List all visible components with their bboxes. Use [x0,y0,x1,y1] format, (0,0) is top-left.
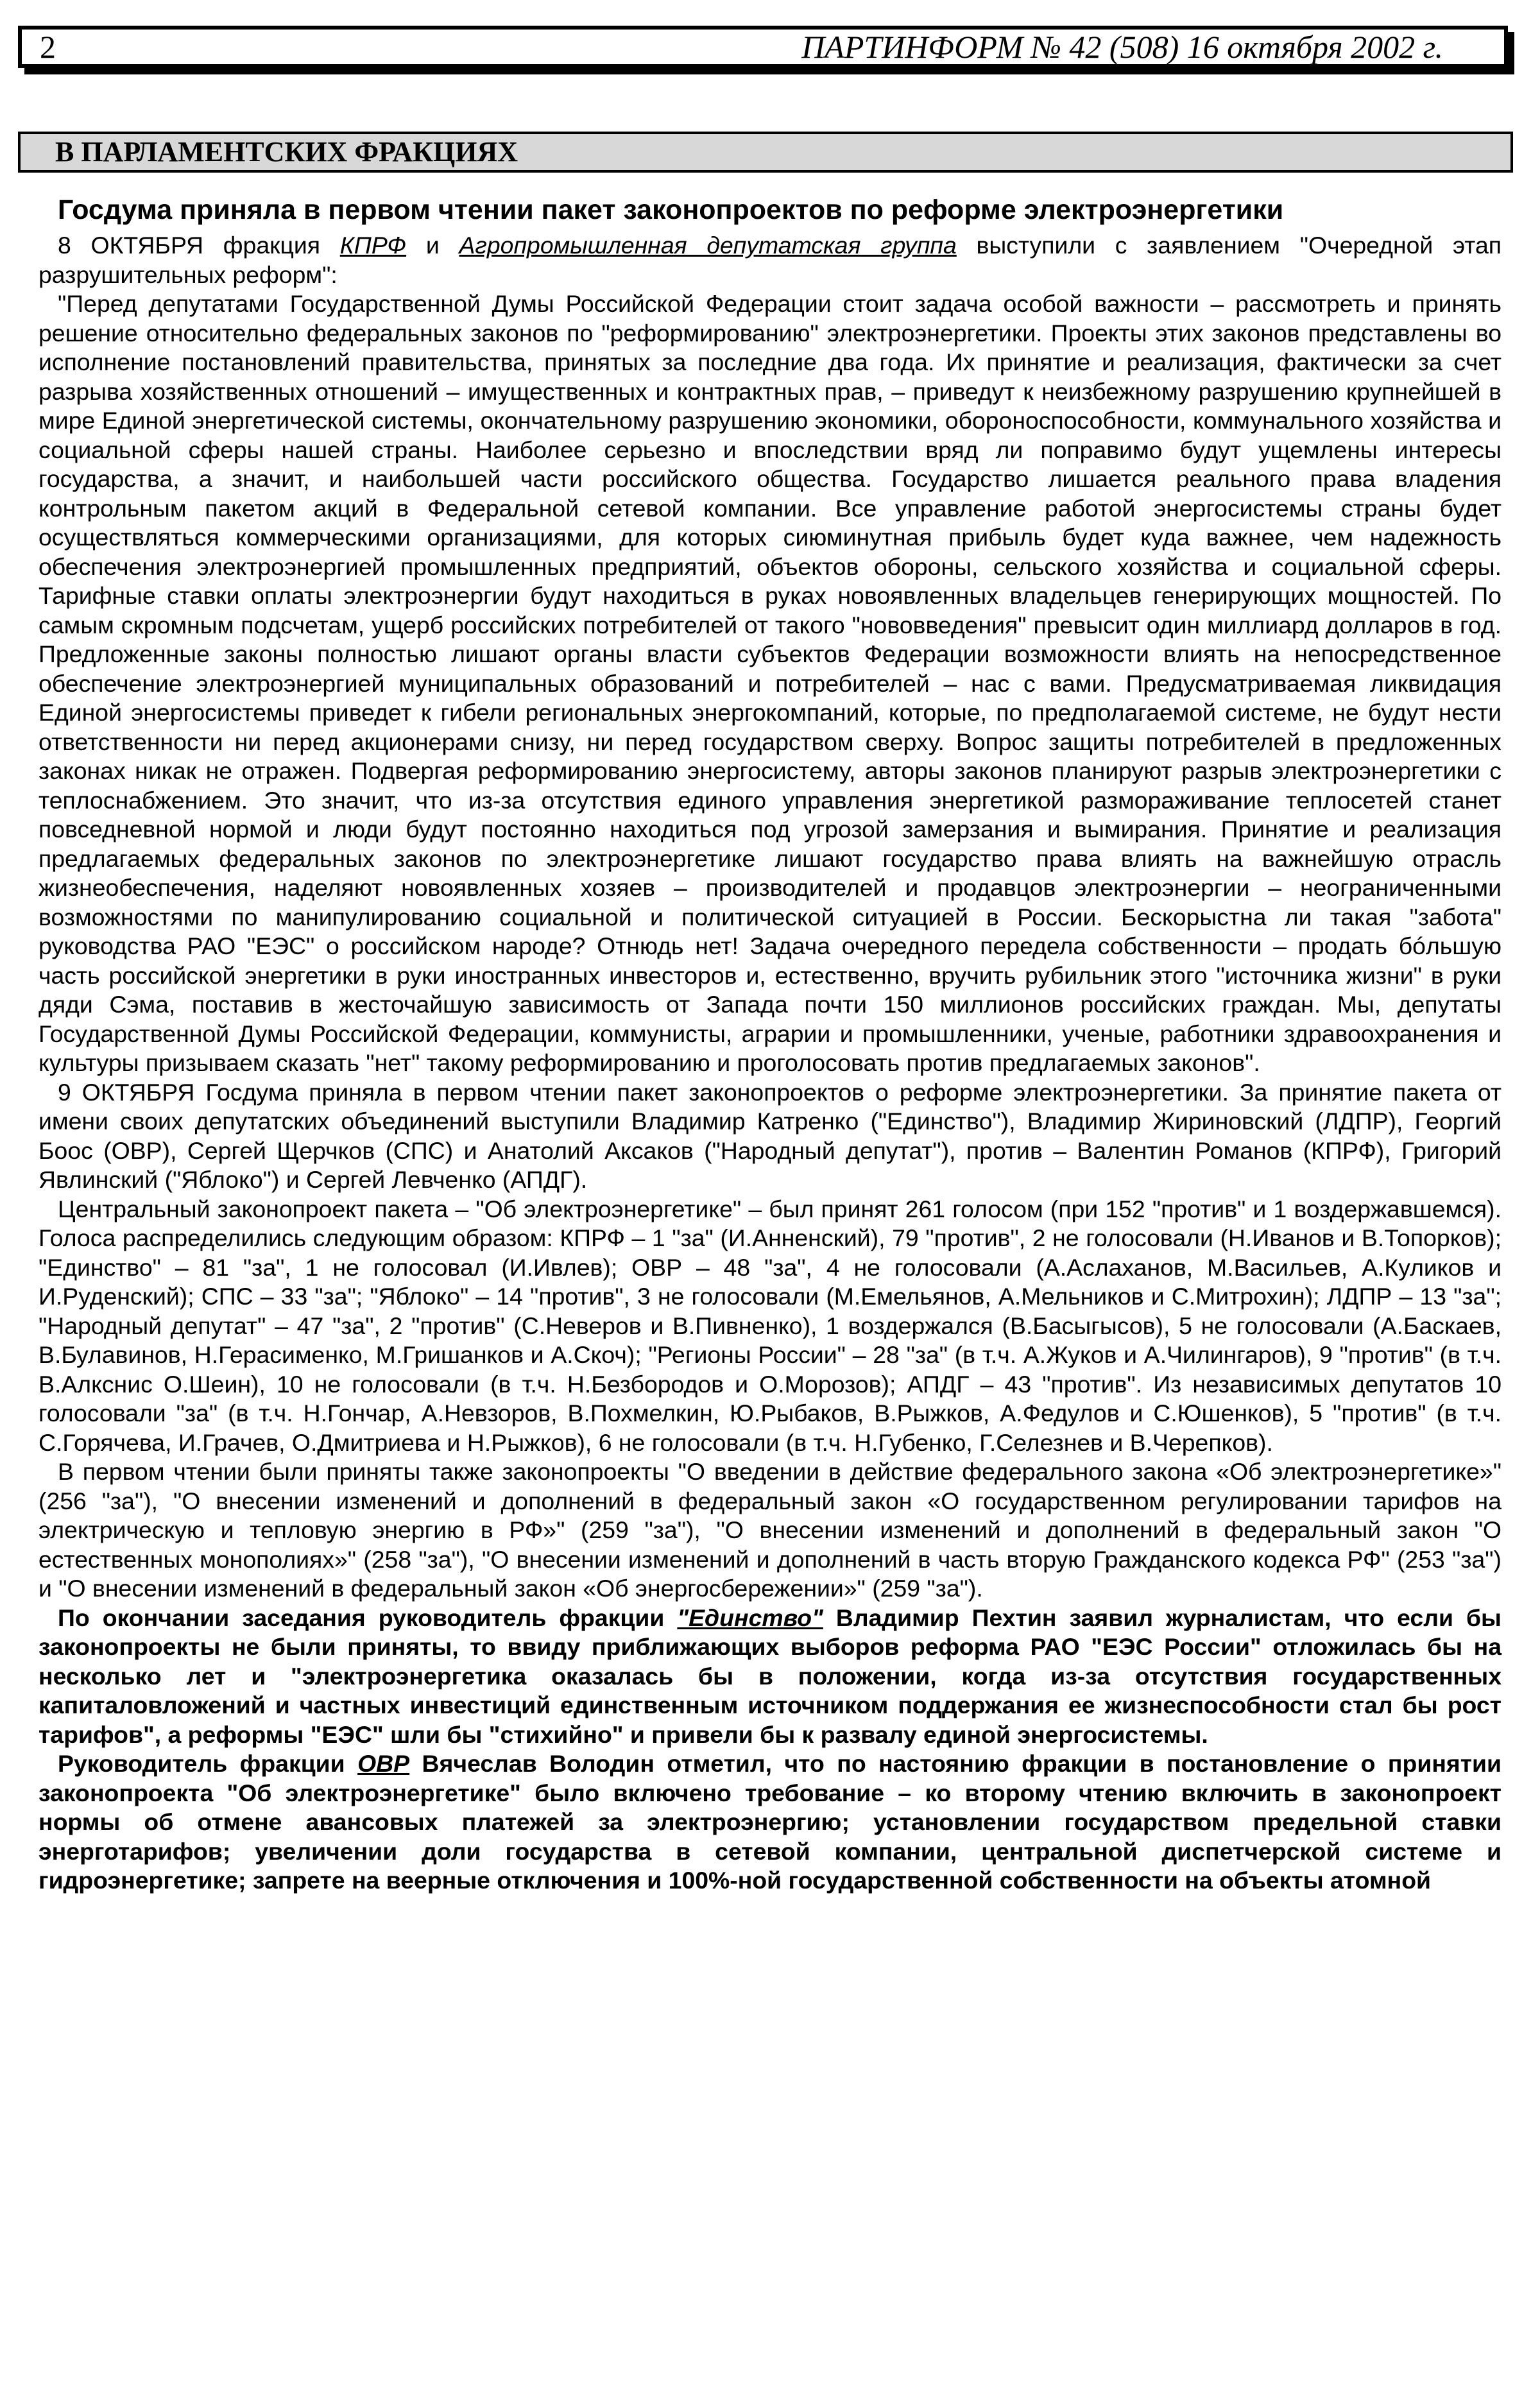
text: Вячеслав Володин отметил, что по настоянию фракции в постановление о принятии законопроекта "Об электроэнергетике" было включено требование – ко второму чтению включить в законопроект нормы об отмене авансовых платежей за электроэнергию; установлении государством предельной ставки энерготарифов; увеличении доли государства в сетевой компании, центральной диспетчерской системе и гидроэнергетике; запрете на веерные отключения и 100%-ной государственной собственности на объекты атомной [38,1750,1502,1894]
paragraph-vote-breakdown: Центральный законопроект пакета – "Об электроэнергетике" – был принят 261 голосом (при 152 "против" и 1 воздержавшемся). Голоса распределились следующим образом: КПРФ – 1 "за" (И.Анненский), 79 "против", 2 не голосовали (Н.Иванов и В.Топорков); "Единство" – 81 "за", 1 не голосовал (И.Ивлев); ОВР – 48 "за", 4 не голосовали (А.Аслаханов, М.Васильев, А.Куликов и И.Руденский); СПС – 33 "за"; "Яблоко" – 14 "против", 3 не голосовали (М.Емельянов, А.Мельников и С.Митрохин); ЛДПР – 13 "за"; "Народный депутат" – 47 "за", 2 "против" (С.Неверов и В.Пивненко), 1 воздержался (В.Басыгысов), 5 не голосовали (А.Баскаев, В.Булавинов, Н.Герасименко, М.Гришанков и А.Скоч); "Регионы России" – 28 "за" (в т.ч. А.Жуков и А.Чилингаров), 9 "против" (в т.ч. В.Алкснис О.Шеин), 10 не голосовали (в т.ч. Н.Безбородов и О.Морозов); АПДГ – 43 "против". Из независимых депутатов 10 голосовали "за" (в т.ч. Н.Гончар, А.Невзоров, В.Похмелкин, Ю.Рыбаков, В.Рыжков, А.Федулов и С.Юшенков), 5 "против" (в т.ч. С.Горячева, И.Грачев, О.Дмитриева и Н.Рыжков), 6 не голосовали (в т.ч. Н.Губенко, Г.Селезнев и В.Черепков). [38,1195,1502,1456]
text: По окончании заседания руководитель фракции [58,1604,678,1631]
text: и [406,232,459,259]
paragraph-volodin [38,1749,1502,1896]
paragraph-statement-intro [38,231,1502,289]
faction-link-agro-group[interactable]: Агропромышленная депутатская группа [459,232,957,259]
article-headline: Госдума приняла в первом чтении пакет законопроектов по реформе электроэнергетики [58,194,1284,225]
paragraph-first-reading: 9 ОКТЯБРЯ Госдума приняла в первом чтении пакет законопроектов о реформе электроэнергетики. За принятие пакета от имени своих депутатских объединений выступили Владимир Катренко ("Единство"), Владимир Жириновский (ЛДПР), Георгий Боос (ОВР), Сергей Щерчков (СПС) и Анатолий Аксаков ("Народный депутат"), против – Валентин Романов (КПРФ), Григорий Явлинский ("Яблоко") и Сергей Левченко (АПДГ). [38,1078,1502,1193]
paragraph-statement-quote: "Перед депутатами Государственной Думы Российской Федерации стоит задача особой важности – рассмотреть и принять решение относительно федеральных законов по "реформированию" электроэнергетики. Проекты этих законов представлены во исполнение постановлений правительства, принятых за последние два года. Их принятие и реализация, фактически за счет разрыва хозяйственных отношений – имущественных и контрактных прав, – приведут к неизбежному разрушению крупнейшей в мире Единой энергетической системы, окончательному разрушению экономики, обороноспособности, коммунального хозяйства и социальной сферы нашей страны. Наиболее серьезно и впоследствии вряд ли поправимо будут ущемлены интересы государства, а значит, и наибольшей части российского общества. Государство лишается реального права владения контрольным пакетом акций в Федеральной сетевой компании. Все управление работой энергосистемы страны будет осуществляться коммерческими организациями, для которых сиюминутная прибыль будет куда важнее, чем надежность обеспечения электроэнергией промышленных предприятий, объектов обороны, сельского хозяйства и социальной сферы. Тарифные ставки оплаты электроэнергии будут находиться в руках новоявленных владельцев генерирующих мощностей. По самым скромным подсчетам, ущерб российских потребителей от такого "нововведения" превысит один миллиард долларов в год. Предложенные законы полностью лишают органы власти субъектов Федерации возможности влиять на непосредственное обеспечение электроэнергией муниципальных образований и потребителей – нас с вами. Предусматриваемая ликвидация Единой энергосистемы приведет к гибели региональных энергокомпаний, которые, по предполагаемой системе, не будут нести ответственности ни перед акционерами снизу, ни перед государством сверху. Вопрос защиты потребителей в предложенных законах никак не отражен. Подвергая реформированию энергосистему, авторы законов планируют разрыв электроэнергетики с теплоснабжением. Это значит, что из-за отсутствия единого управления энергетикой размораживание теплосетей станет повседневной нормой и люди будут постоянно находиться под угрозой замерзания и вымирания. Принятие и реализация предлагаемых федеральных законов по электроэнергетике лишают государство права влиять на важнейшую отрасль жизнеобеспечения, наделяют новоявленных хозяев – производителей и продавцов электроэнергии – неограниченными возможностями по манипулированию социальной и политической ситуацией в России. Бескорыстна ли такая "забота" руководства РАО "ЕЭС" о российском народе? Отнюдь нет! Задача очередного передела собственности – продать бóльшую часть российской энергетики в руки иностранных инвесторов и, естественно, вручить рубильник этого "источника жизни" в руки дяди Сэма, поставив в жесточайшую зависимость от Запада почти 150 миллионов российских граждан. Мы, депутаты Государственной Думы Российской Федерации, коммунисты, аграрии и промышленники, ученые, работники здравоохранения и культуры призываем сказать "нет" такому реформированию и проголосовать против предлагаемых законов". [38,290,1502,1076]
text: выступили с заявлением "Очередной этап разрушительных реформ": [38,232,1502,288]
faction-link-ovr[interactable]: ОВР [357,1750,410,1777]
paragraph-other-bills: В первом чтении были приняты также законопроекты "О введении в действие федерального закона «Об электроэнергетике»" (256 "за"), "О внесении изменений и дополнений в федеральный закон «О государственном регулировании тарифов на электрическую и тепловую энергию в РФ»" (259 "за"), "О внесении изменений и дополнений в федеральный закон "О естественных монополиях»" (258 "за"), "О внесении изменений и дополнений в часть вторую Гражданского кодекса РФ" (253 "за") и "О внесении изменений в федеральный закон «Об энергосбережении»" (259 "за"). [38,1458,1502,1602]
page-number: 2 [40,29,56,65]
section-banner: В ПАРЛАМЕНТСКИХ ФРАКЦИЯХ [18,132,1513,173]
issue-info: ПАРТИНФОРМ № 42 (508) 16 октября 2002 г. [801,29,1443,65]
faction-link-kprf[interactable]: КПРФ [339,232,407,259]
running-header [18,26,1508,68]
text: 8 ОКТЯБРЯ фракция [58,232,340,259]
article [38,193,1502,1896]
faction-link-edinstvo[interactable]: "Единство" [677,1604,823,1631]
text: Руководитель фракции [58,1750,358,1777]
text: Владимир Пехтин заявил журналистам, что если бы законопроекты не были приняты, то ввиду приближающих выборов реформа РАО "ЕЭС России" отложилась бы на несколько лет и "электроэнергетика оказалась бы в положении, когда из-за отсутствия государственных капиталовложений и частных инвестиций единственным источником поддержания ее жизнеспособности стал бы рост тарифов", а реформы "ЕЭС" шли бы "стихийно" и привели бы к развалу единой энергосистемы. [38,1604,1502,1748]
paragraph-pekhtin [38,1604,1502,1750]
